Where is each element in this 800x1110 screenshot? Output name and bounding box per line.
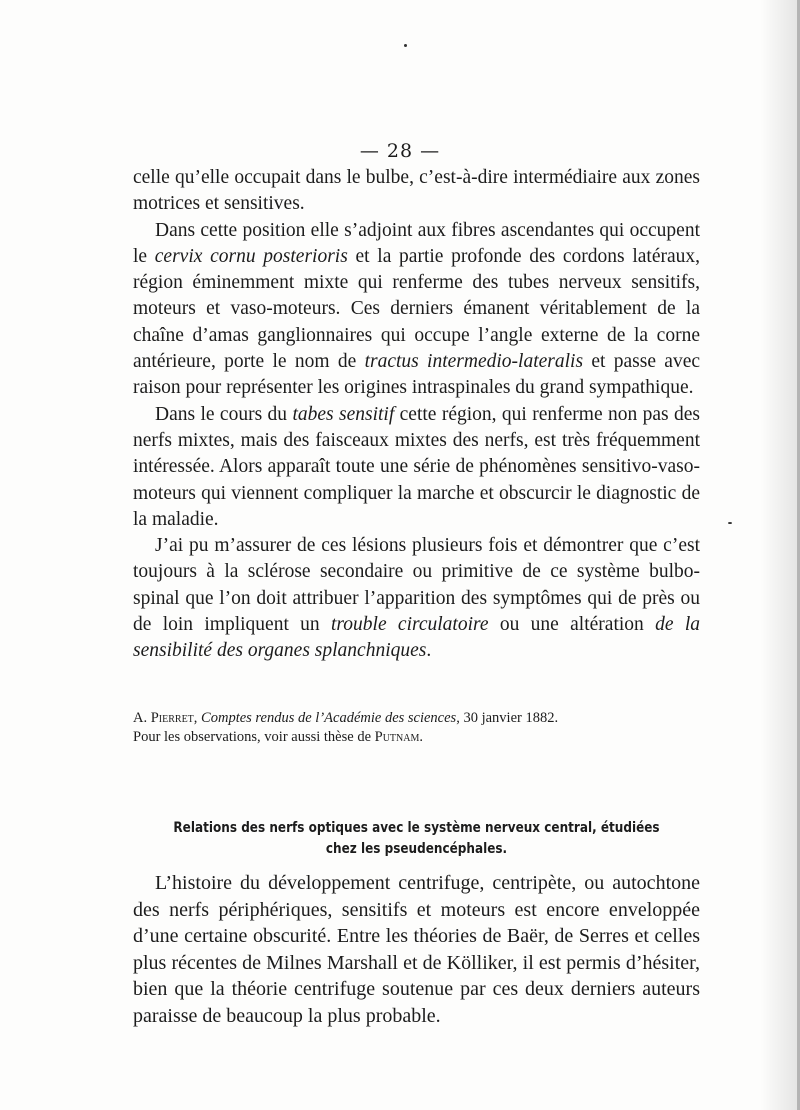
- paragraph-1: celle qu’elle occupait dans le bulbe, c’est-à-dire intermédiaire aux zones motrices et sensitives.: [133, 167, 700, 215]
- paragraph-2: Dans cette position elle s’adjoint aux fibres ascendantes qui occupent le cervix cornu posterioris et la partie profonde des cordons latéraux, région éminemment mixte qui renferme des tubes nerveux sensitifs, moteurs et vaso-moteurs. Ces derniers émanent véritablement de la chaîne d’amas ganglionnaires qui occupe l’angle externe de la corne antérieure, porte le nom de tractus intermedio-lateralis et passe avec raison pour représenter les origines intraspinales du grand sympathique.: [133, 219, 701, 399]
- main-text: [133, 165, 700, 665]
- publication-title: Comptes rendus de l’Académie des sciences: [201, 710, 457, 726]
- second-text: [133, 870, 700, 1029]
- italic-term: tractus intermedio-lateralis: [364, 351, 584, 373]
- paragraph-4: J’ai pu m’assurer de ces lésions plusieurs fois et démontrer que c’est toujours à la sclérose secondaire ou primitive de ce système bulbo-spinal que l’on doit attribuer l’apparition des symptômes qui de près ou de loin impliquent un trouble circulatoire ou une altération de la sensibilité des organes splanchniques.: [133, 535, 700, 662]
- page-number: — 28 —: [359, 140, 441, 162]
- section-title-line-1: Relations des nerfs optiques avec le système nerveux central, étudiées: [173, 820, 660, 836]
- author-name: Pierret: [150, 710, 194, 726]
- section-title: [173, 818, 661, 860]
- paragraph-3: Dans le cours du tabes sensitif cette région, qui renferme non pas des nerfs mixtes, mais des faisceaux mixtes des nerfs, est très fréquemment intéressée. Alors apparaît toute une série de phénomènes sensitivo-vaso-moteurs qui viennent compliquer la marche et obscurcir le diagnostic de la maladie.: [133, 403, 701, 530]
- thesis-author: Putnam: [374, 729, 420, 745]
- page-shadow: [760, 0, 800, 1110]
- footnotes: [133, 709, 700, 747]
- speck: [728, 522, 732, 524]
- italic-term: cervix cornu posterioris: [154, 245, 348, 267]
- italic-term: de la sensibilité des organes splanchniques: [133, 614, 700, 662]
- italic-term: trouble circulatoire: [331, 614, 489, 636]
- paragraph-5: L’histoire du développement centrifuge, centripète, ou autochtone des nerfs périphériques, sensitifs et moteurs est encore enveloppée d’une certaine obscurité. Entre les théories de Baër, de Serres et celles plus récentes de Milnes Marshall et de Kölliker, il est permis d’hésiter, bien que la théorie centrifuge soutenue par ces deux derniers auteurs paraisse de beaucoup la plus probable.: [133, 872, 700, 1027]
- footnote-observations: Pour les observations, voir aussi thèse de Putnam.: [133, 729, 423, 745]
- speck: [404, 44, 407, 47]
- italic-term: tabes sensitif: [292, 403, 395, 425]
- footnote-reference: A. Pierret, Comptes rendus de l’Académie des sciences, 30 janvier 1882.: [133, 710, 559, 726]
- section-title-line-2: chez les pseudencéphales.: [325, 841, 508, 857]
